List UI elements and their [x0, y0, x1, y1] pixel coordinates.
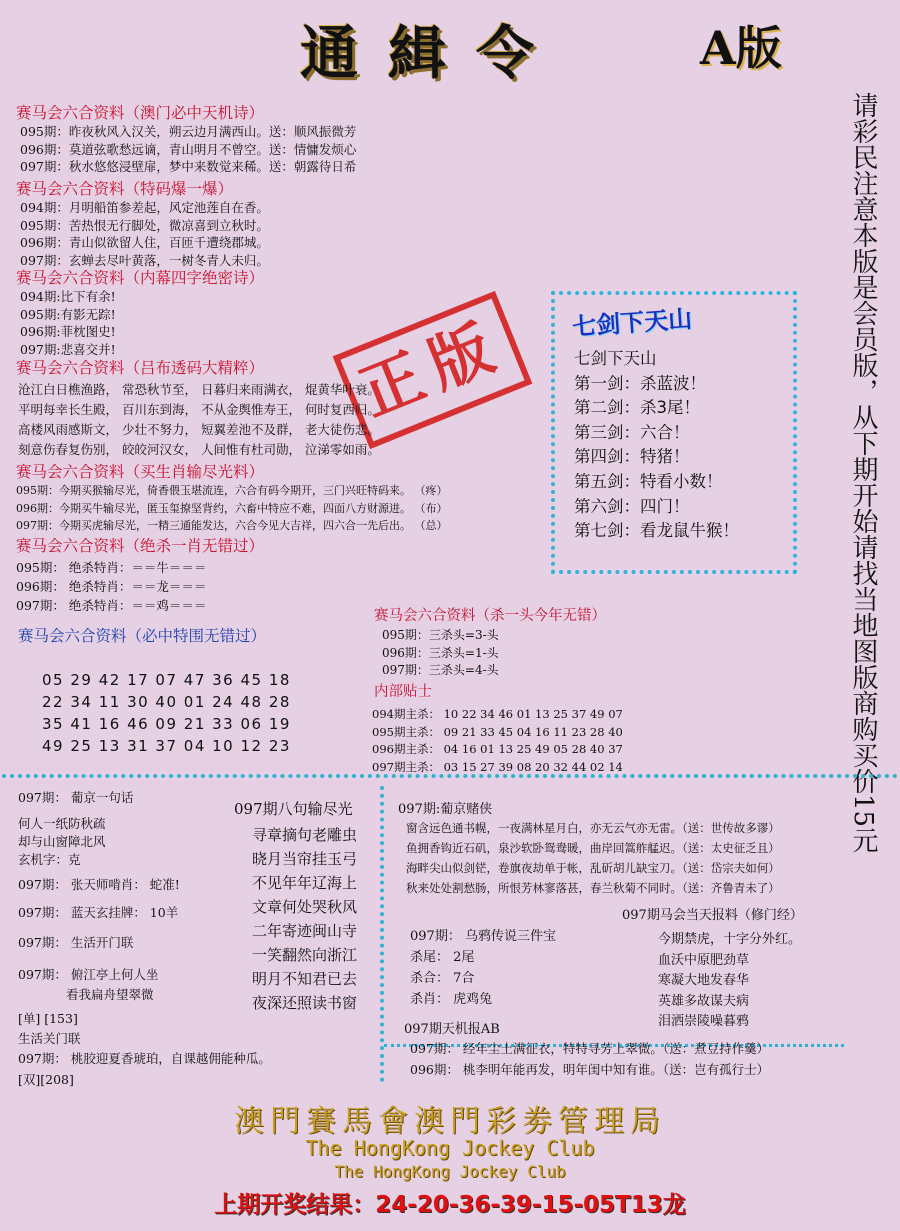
- text-line: 今期禁虎，十字分外红。: [658, 932, 802, 947]
- text-line: 海畔尖山似剑铓，卷旗夜劫单于帐，乱斫胡儿缺宝刀。（送：岱宗夫如何）: [406, 861, 780, 875]
- text-line: 095期:有影无踪!: [20, 306, 116, 322]
- text-line: 097期：玄蝉去尽叶黄落，一树冬青人未归。: [20, 252, 269, 268]
- text-line: 096期：莫道弦歌愁远谪，青山明月不曾空。送：情慵发烦心: [20, 141, 357, 157]
- text-line: 096期：三杀头=1-头: [382, 645, 499, 660]
- text-line: 鱼拥香钩近石矶，泉沙软卧鸳鸯暖，曲岸回篙舴艋迟。（送：太史征乏且）: [406, 841, 780, 855]
- text-line: 097期:悲喜交并!: [20, 341, 116, 357]
- text-line: 第七剑：看龙鼠牛猴！: [574, 521, 739, 541]
- number-row: 05 29 42 17 07 47 36 45 18: [42, 671, 291, 689]
- text-line: 沧江白日樵渔路， 常恐秋节至， 日暮归来雨满衣， 焜黄华叶衰。: [18, 382, 380, 397]
- vertical-divider: [380, 786, 384, 1082]
- text-line: 096期主杀： 04 16 01 13 25 49 05 28 40 37: [372, 742, 623, 756]
- text-line: 寻章摘句老雕虫: [252, 826, 358, 844]
- text-line: 看我扁舟望翠微: [66, 987, 154, 1002]
- text-line: 096期： 桃李明年能再发，明年闺中知有谁。（送：岂有孤行士）: [410, 1062, 770, 1077]
- text-line: 文章何处哭秋风: [252, 898, 358, 916]
- text-line: 第一剑：杀蓝波！: [574, 373, 706, 393]
- text-line: 第四剑：特猪！: [574, 447, 690, 467]
- text-line: 秋来处处割愁肠，所恨芳林寥落甚，春兰秋菊不同时。（送：齐鲁青未了）: [406, 881, 780, 895]
- section-title: 赛马会六合资料（吕布透码大精粹）: [16, 359, 265, 377]
- text-line: 095期：三杀头=3-头: [382, 628, 499, 642]
- text-line: 夜深还照读书窗: [252, 994, 358, 1012]
- gambler-lines: [406, 818, 780, 898]
- footer-english-2: The HongKong Jockey Club: [334, 1162, 566, 1181]
- text-line: 窗含远色通书幌，一夜满林星月白，亦无云气亦无雷。（送：世传故多谬）: [406, 821, 780, 835]
- text-line: 095期： 绝杀特肖：＝＝牛＝＝＝: [16, 560, 207, 575]
- text-line: 097期：秋水悠悠浸壁扉，梦中来数觉来稀。送：朝露待日希: [20, 159, 357, 174]
- text-line: 一笑翻然向浙江: [252, 946, 358, 964]
- seven-swords-list: [574, 347, 739, 544]
- text-line: 095期：今期买猴输尽光，倚香偎玉堪流连，六合有码今期开，三门兴旺特码来。 （疼）: [16, 484, 448, 497]
- text-line: 杀合： 7合: [410, 971, 475, 986]
- text-line: 097期主杀： 03 15 27 39 08 20 32 44 02 14: [372, 759, 623, 774]
- section-body: [20, 199, 269, 269]
- section-body: [20, 123, 356, 176]
- side-notice: 请彩民注意本版是会员版，从下期开始请找当地图版商购买价15元: [848, 92, 878, 854]
- footer-english-1: The HongKong Jockey Club: [305, 1136, 595, 1160]
- text-line: 095期：昨夜秋风入汉关，朔云边月满西山。送：顺风振微芳: [20, 124, 357, 139]
- text-line: 094期主杀： 10 22 34 46 01 13 25 37 49 07: [372, 707, 623, 721]
- kill-list: [372, 706, 623, 776]
- section-title: 赛马会六合资料（绝杀一肖无错过）: [16, 537, 265, 555]
- text-line: 杀尾： 2尾: [410, 950, 475, 965]
- text-line: 094期:比下有余!: [20, 289, 116, 304]
- section-body: [20, 288, 116, 358]
- text-line: 097期： 生活开门联: [18, 935, 134, 950]
- mahui-right: [658, 930, 801, 1033]
- eight-verses-title: 097期八句输尽光: [234, 800, 353, 818]
- text-line: 097期： 张天师啃肖： 蛇准!: [18, 877, 180, 892]
- text-line: [单] [153]: [18, 1011, 78, 1026]
- text-line: 097期： 绝杀特肖：＝＝鸡＝＝＝: [16, 598, 207, 613]
- text-line: 刻意伤春复伤别， 皎皎河汉女， 人间惟有杜司勋， 泣涕零如雨。: [18, 442, 380, 457]
- text-line: 095期：苦热恨无行脚处，微凉喜到立秋时。: [20, 217, 269, 233]
- text-line: 高楼风雨感斯文， 少壮不努力， 短翼差池不及群， 老大徒伤悲。: [18, 422, 380, 437]
- mahui-left: [410, 926, 556, 1010]
- text-line: 七剑下天山: [574, 349, 657, 368]
- section-title: 内部贴士: [374, 684, 432, 700]
- number-row: 35 41 16 46 09 21 33 06 19: [42, 715, 291, 733]
- page-title: 通緝令: [300, 19, 565, 87]
- section-title: 赛马会六合资料（买生肖输尽光料）: [16, 463, 265, 481]
- text-line: 明月不知君已去: [252, 970, 358, 988]
- text-line: 寒凝大地发春华: [658, 973, 750, 988]
- section-title: 赛马会六合资料（特码爆一爆）: [16, 180, 234, 198]
- text-line: 096期：青山似欲留人住，百匝千遭绕郡城。: [20, 235, 269, 250]
- section-title: 赛马会六合资料（必中特围无错过）: [18, 627, 267, 645]
- eight-verses: [252, 823, 357, 1015]
- text-line: 097期： 桃胶迎夏香琥珀，自课越佣能种瓜。: [18, 1051, 271, 1066]
- text-line: 096期：今期买牛输尽光，匿玉玺撩坚背约，六畜中特应不难，四面八方财源进。 （布）: [16, 501, 448, 515]
- text-line: 097期：今期买虎输尽光，一精三通能发达，六合今见大吉祥，四六合一先后出。 （总）: [16, 519, 448, 532]
- text-line: 不见年年辽海上: [252, 874, 358, 892]
- text-line: 097期： 俯江亭上何人坐: [18, 967, 159, 982]
- left-bottom-block: [18, 789, 271, 1089]
- seven-swords-logo: 七剑下天山: [571, 304, 694, 342]
- section-body: [382, 627, 499, 680]
- text-line: 097期： 蓝天玄挂牌： 10羊: [18, 905, 179, 920]
- last-draw-result: 上期开奖结果：24-20-36-39-15-05T13龙: [214, 1192, 686, 1218]
- text-line: 却与山窗障北风: [18, 834, 106, 849]
- section-body: [16, 558, 206, 615]
- text-line: 生活关门联: [18, 1031, 81, 1046]
- text-line: 晓月当帘挂玉弓: [252, 850, 358, 868]
- text-line: 泪洒崇陵噪暮鸦: [658, 1014, 750, 1029]
- section-body: [18, 380, 380, 460]
- text-line: 097期： 乌鸦传说三件宝: [410, 929, 556, 944]
- text-line: 二年寄迹闽山寺: [252, 922, 358, 940]
- text-line: 第三剑：六合！: [574, 422, 690, 442]
- tianji-title: 097期天机报AB: [404, 1022, 500, 1037]
- text-line: 097期： 葡京一句话: [18, 790, 134, 805]
- text-line: 097期：三杀头=4-头: [382, 663, 499, 677]
- mahui-title: 097期马会当天报料（修门经）: [622, 908, 803, 923]
- section-title: 赛马会六合资料（内幕四字绝密诗）: [16, 269, 265, 287]
- text-line: 英雄多故谋夫病: [658, 993, 750, 1009]
- text-line: 血沃中原肥劲草: [658, 952, 750, 968]
- text-line: 杀肖： 虎鸡兔: [410, 992, 493, 1007]
- text-line: 097期： 经年尘土满征衣，特特寻芳上翠微。（送：煮豆持作羹）: [410, 1041, 770, 1056]
- text-line: 095期主杀： 09 21 33 45 04 16 11 23 28 40: [372, 724, 623, 739]
- text-line: 096期:菲枕图史!: [20, 324, 116, 339]
- edition-label: A版: [700, 21, 782, 75]
- gambler-title: 097期:葡京赌侠: [398, 802, 493, 817]
- text-line: 094期：月明船笛参差起，风定池莲自在香。: [20, 200, 269, 215]
- text-line: 第二剑：杀3尾！: [574, 398, 700, 418]
- number-grid: [42, 669, 291, 757]
- text-line: [双][208]: [18, 1072, 74, 1087]
- text-line: 平明每幸长生殿， 百川东到海， 不从金舆惟寿王， 何时复西归。: [18, 402, 380, 417]
- text-line: 何人一纸防秋疏: [18, 816, 106, 831]
- text-line: 玄机字：克: [18, 852, 81, 867]
- section-title: 赛马会六合资料（澳门必中天机诗）: [16, 104, 265, 122]
- footer-org-name: 澳門賽馬會澳門彩劵管理局: [234, 1104, 666, 1139]
- number-row: 49 25 13 31 37 04 10 12 23: [42, 737, 291, 755]
- section-title: 赛马会六合资料（杀一头今年无错）: [374, 608, 606, 624]
- text-line: 第六剑：四门！: [574, 496, 690, 516]
- section-body: [16, 482, 448, 535]
- tianji-lines: [410, 1038, 769, 1080]
- text-line: 096期： 绝杀特肖：＝＝龙＝＝＝: [16, 579, 207, 594]
- text-line: 第五剑：特看小数！: [574, 471, 723, 491]
- authentic-stamp: 正版: [333, 291, 533, 449]
- number-row: 22 34 11 30 40 01 24 48 28: [42, 693, 291, 711]
